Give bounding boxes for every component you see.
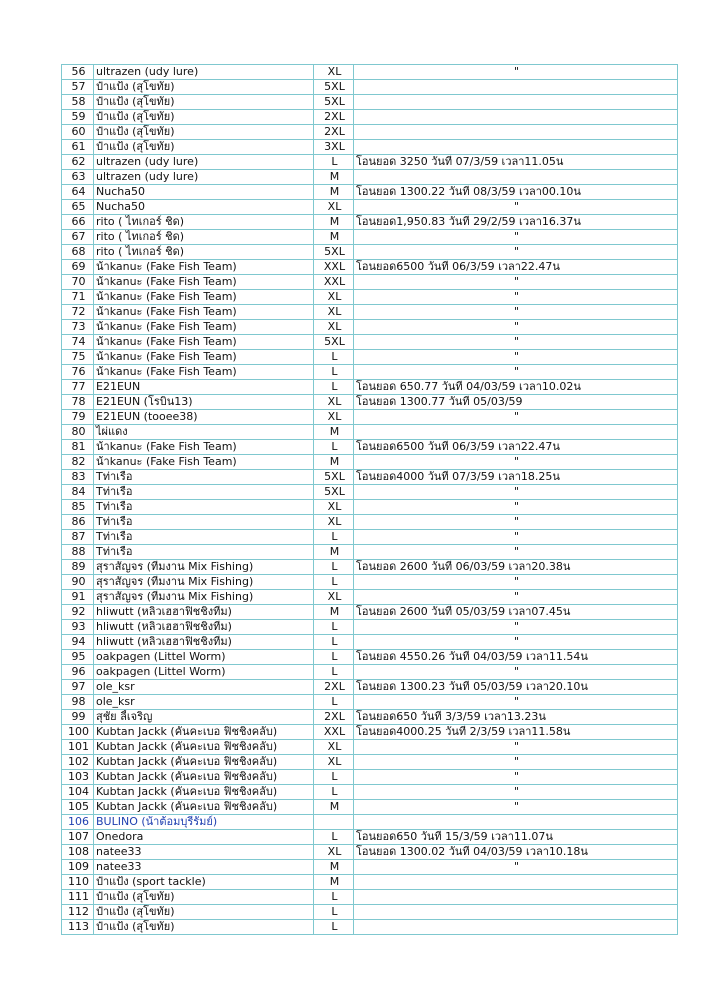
row-number-cell: 98 [62, 695, 94, 710]
shirt-size-cell: L [314, 560, 354, 575]
table-row [62, 440, 678, 455]
row-number-cell: 59 [62, 110, 94, 125]
shirt-size-cell: M [314, 860, 354, 875]
shirt-size-cell: M [314, 170, 354, 185]
customer-name-cell: ultrazen (udy lure) [94, 65, 314, 80]
row-number-cell: 101 [62, 740, 94, 755]
payment-note-cell: โอนยอด650 วันที่ 15/3/59 เวลา11.07น [354, 830, 678, 845]
row-number-cell: 73 [62, 320, 94, 335]
payment-note-cell: " [354, 320, 678, 335]
customer-name-cell: ป๋าแป้ง (สุโขทัย) [94, 140, 314, 155]
customer-name-cell: ป๋าแป้ง (สุโขทัย) [94, 905, 314, 920]
shirt-size-cell: L [314, 530, 354, 545]
customer-name-cell: ole_ksr [94, 695, 314, 710]
shirt-size-cell: M [314, 425, 354, 440]
table-row [62, 800, 678, 815]
customer-name-cell: น้าkanuะ (Fake Fish Team) [94, 260, 314, 275]
payment-note-cell: โอนยอด 3250 วันที่ 07/3/59 เวลา11.05น [354, 155, 678, 170]
payment-note-cell [354, 170, 678, 185]
row-number-cell: 66 [62, 215, 94, 230]
table-row [62, 665, 678, 680]
row-number-cell: 99 [62, 710, 94, 725]
table-row [62, 785, 678, 800]
table-row [62, 65, 678, 80]
table-row [62, 725, 678, 740]
payment-note-cell: " [354, 200, 678, 215]
payment-note-cell: โอนยอด 4550.26 วันที่ 04/03/59 เวลา11.54น [354, 650, 678, 665]
shirt-size-cell: L [314, 920, 354, 935]
shirt-size-cell: M [314, 800, 354, 815]
row-number-cell: 69 [62, 260, 94, 275]
row-number-cell: 102 [62, 755, 94, 770]
payment-note-cell: " [354, 590, 678, 605]
payment-note-cell [354, 890, 678, 905]
payment-note-cell: " [354, 635, 678, 650]
payment-note-cell: " [354, 230, 678, 245]
shirt-size-cell: M [314, 215, 354, 230]
shirt-size-cell: 5XL [314, 245, 354, 260]
shirt-size-cell: 2XL [314, 710, 354, 725]
row-number-cell: 91 [62, 590, 94, 605]
shirt-size-cell: 3XL [314, 140, 354, 155]
row-number-cell: 57 [62, 80, 94, 95]
shirt-size-cell: M [314, 230, 354, 245]
customer-name-cell: Nucha50 [94, 185, 314, 200]
customer-name-cell: น้าkanuะ (Fake Fish Team) [94, 365, 314, 380]
shirt-size-cell: 5XL [314, 485, 354, 500]
payment-note-cell [354, 875, 678, 890]
table-row [62, 350, 678, 365]
shirt-size-cell: L [314, 440, 354, 455]
table-row [62, 740, 678, 755]
row-number-cell: 107 [62, 830, 94, 845]
row-number-cell: 67 [62, 230, 94, 245]
shirt-size-cell: L [314, 380, 354, 395]
table-row [62, 530, 678, 545]
row-number-cell: 87 [62, 530, 94, 545]
table-row [62, 305, 678, 320]
shirt-size-cell: XL [314, 515, 354, 530]
row-number-cell: 78 [62, 395, 94, 410]
shirt-size-cell: L [314, 785, 354, 800]
table-row [62, 140, 678, 155]
row-number-cell: 80 [62, 425, 94, 440]
row-number-cell: 112 [62, 905, 94, 920]
table-row [62, 170, 678, 185]
table-row [62, 920, 678, 935]
table-row [62, 890, 678, 905]
row-number-cell: 62 [62, 155, 94, 170]
payment-note-cell: " [354, 620, 678, 635]
row-number-cell: 84 [62, 485, 94, 500]
row-number-cell: 88 [62, 545, 94, 560]
row-number-cell: 93 [62, 620, 94, 635]
shirt-size-cell: XL [314, 200, 354, 215]
row-number-cell: 77 [62, 380, 94, 395]
table-row [62, 635, 678, 650]
table-row [62, 620, 678, 635]
shirt-size-cell [314, 815, 354, 830]
customer-name-cell: ป๋าแป้ง (สุโขทัย) [94, 125, 314, 140]
row-number-cell: 75 [62, 350, 94, 365]
table-row [62, 695, 678, 710]
customer-name-cell: Nucha50 [94, 200, 314, 215]
payment-note-cell [354, 815, 678, 830]
row-number-cell: 95 [62, 650, 94, 665]
shirt-size-cell: L [314, 695, 354, 710]
table-row [62, 590, 678, 605]
customer-name-cell: ป๋าแป้ง (สุโขทัย) [94, 80, 314, 95]
table-row [62, 905, 678, 920]
table-row [62, 755, 678, 770]
customer-name-cell: hliwutt (หลิวเฮฮาฟิชชิ่งทีม) [94, 635, 314, 650]
payment-note-cell [354, 80, 678, 95]
payment-note-cell: " [354, 665, 678, 680]
row-number-cell: 81 [62, 440, 94, 455]
customer-name-cell: Kubtan Jackk (คันคะเบอ ฟิชชิ่งคลับ) [94, 800, 314, 815]
shirt-size-cell: L [314, 575, 354, 590]
row-number-cell: 68 [62, 245, 94, 260]
customer-name-cell: สุราสัญจร (ทีมงาน Mix Fishing) [94, 575, 314, 590]
shirt-size-cell: 5XL [314, 95, 354, 110]
row-number-cell: 113 [62, 920, 94, 935]
table-row [62, 515, 678, 530]
table-row [62, 155, 678, 170]
customer-name-cell: oakpagen (Littel Worm) [94, 665, 314, 680]
row-number-cell: 100 [62, 725, 94, 740]
table-row [62, 425, 678, 440]
customer-name-cell: Kubtan Jackk (คันคะเบอ ฟิชชิ่งคลับ) [94, 740, 314, 755]
payment-note-cell: " [354, 575, 678, 590]
row-number-cell: 104 [62, 785, 94, 800]
row-number-cell: 63 [62, 170, 94, 185]
customer-name-cell: Tท่าเรือ [94, 470, 314, 485]
customer-name-cell: BULINO (น้าต้อมบุรีรัมย์) [94, 815, 314, 830]
shirt-size-cell: XL [314, 395, 354, 410]
payment-note-cell: " [354, 410, 678, 425]
payment-note-cell: โอนยอด6500 วันที่ 06/3/59 เวลา22.47น [354, 260, 678, 275]
payment-note-cell: " [354, 245, 678, 260]
shirt-size-cell: M [314, 605, 354, 620]
row-number-cell: 74 [62, 335, 94, 350]
table-row [62, 470, 678, 485]
row-number-cell: 109 [62, 860, 94, 875]
payment-note-cell: " [354, 500, 678, 515]
table-row [62, 335, 678, 350]
shirt-size-cell: XL [314, 755, 354, 770]
shirt-size-cell: M [314, 455, 354, 470]
shirt-size-cell: 5XL [314, 335, 354, 350]
payment-note-cell: โอนยอด 1300.23 วันที่ 05/03/59 เวลา20.10น [354, 680, 678, 695]
shirt-size-cell: XL [314, 65, 354, 80]
payment-note-cell: " [354, 800, 678, 815]
payment-note-cell: " [354, 290, 678, 305]
customer-name-cell: E21EUN [94, 380, 314, 395]
shirt-size-cell: 5XL [314, 80, 354, 95]
shirt-size-cell: L [314, 350, 354, 365]
customer-name-cell: น้าkanuะ (Fake Fish Team) [94, 290, 314, 305]
table-row [62, 650, 678, 665]
table-row [62, 545, 678, 560]
table-row [62, 560, 678, 575]
shirt-size-cell: XL [314, 845, 354, 860]
customer-name-cell: hliwutt (หลิวเฮฮาฟิชชิ่งทีม) [94, 605, 314, 620]
shirt-size-cell: L [314, 890, 354, 905]
shirt-size-cell: M [314, 185, 354, 200]
payment-note-cell: " [354, 545, 678, 560]
customer-name-cell: oakpagen (Littel Worm) [94, 650, 314, 665]
table-row [62, 410, 678, 425]
payment-note-cell: โอนยอด1,950.83 วันที่ 29/2/59 เวลา16.37น [354, 215, 678, 230]
customer-name-cell: ป๋าแป้ง (สุโขทัย) [94, 920, 314, 935]
table-row [62, 200, 678, 215]
row-number-cell: 92 [62, 605, 94, 620]
table-row [62, 455, 678, 470]
shirt-size-cell: XL [314, 590, 354, 605]
payment-note-cell: " [354, 785, 678, 800]
row-number-cell: 56 [62, 65, 94, 80]
shirt-size-cell: M [314, 875, 354, 890]
table-row [62, 80, 678, 95]
shirt-size-cell: XL [314, 410, 354, 425]
shirt-size-cell: 2XL [314, 125, 354, 140]
shirt-size-cell: 2XL [314, 110, 354, 125]
payment-note-cell [354, 95, 678, 110]
payment-note-cell: โอนยอด650 วันที่ 3/3/59 เวลา13.23น [354, 710, 678, 725]
customer-name-cell: rito ( ไทเกอร์ ชิด) [94, 245, 314, 260]
customer-name-cell: สุราสัญจร (ทีมงาน Mix Fishing) [94, 560, 314, 575]
table-row [62, 185, 678, 200]
shirt-size-cell: XL [314, 320, 354, 335]
row-number-cell: 96 [62, 665, 94, 680]
customer-name-cell: ultrazen (udy lure) [94, 155, 314, 170]
row-number-cell: 72 [62, 305, 94, 320]
customer-name-cell: Kubtan Jackk (คันคะเบอ ฟิชชิ่งคลับ) [94, 770, 314, 785]
customer-name-cell: ป๋าแป้ง (สุโขทัย) [94, 110, 314, 125]
table-row [62, 215, 678, 230]
shirt-size-cell: L [314, 905, 354, 920]
table-row [62, 770, 678, 785]
payment-note-cell: " [354, 305, 678, 320]
row-number-cell: 60 [62, 125, 94, 140]
table-row [62, 95, 678, 110]
row-number-cell: 97 [62, 680, 94, 695]
shirt-size-cell: XL [314, 500, 354, 515]
table-row [62, 830, 678, 845]
shirt-size-cell: XXL [314, 260, 354, 275]
row-number-cell: 103 [62, 770, 94, 785]
table-row [62, 245, 678, 260]
customer-name-cell: rito ( ไทเกอร์ ชิด) [94, 230, 314, 245]
customer-name-cell: hliwutt (หลิวเฮฮาฟิชชิ่งทีม) [94, 620, 314, 635]
row-number-cell: 105 [62, 800, 94, 815]
customer-name-cell: ole_ksr [94, 680, 314, 695]
customer-name-cell: Tท่าเรือ [94, 515, 314, 530]
customer-name-cell: ป๋าแป้ง (สุโขทัย) [94, 890, 314, 905]
payment-note-cell [354, 125, 678, 140]
row-number-cell: 83 [62, 470, 94, 485]
customer-name-cell: ไผ่แดง [94, 425, 314, 440]
payment-note-cell: โอนยอด4000.25 วันที่ 2/3/59 เวลา11.58น [354, 725, 678, 740]
table-row [62, 365, 678, 380]
customer-name-cell: สุชัย ลี้เจริญ [94, 710, 314, 725]
table-row [62, 710, 678, 725]
payment-note-cell [354, 110, 678, 125]
row-number-cell: 61 [62, 140, 94, 155]
payment-note-cell: โอนยอด 1300.02 วันที่ 04/03/59 เวลา10.18น [354, 845, 678, 860]
customer-name-cell: ป๋าแป้ง (สุโขทัย) [94, 95, 314, 110]
table-row [62, 395, 678, 410]
row-number-cell: 85 [62, 500, 94, 515]
row-number-cell: 90 [62, 575, 94, 590]
customer-name-cell: natee33 [94, 860, 314, 875]
customer-name-cell: น้าkanuะ (Fake Fish Team) [94, 350, 314, 365]
table-row [62, 290, 678, 305]
customer-name-cell: rito ( ไทเกอร์ ชิด) [94, 215, 314, 230]
payment-note-cell [354, 905, 678, 920]
payment-note-cell: " [354, 695, 678, 710]
shirt-size-cell: XL [314, 305, 354, 320]
row-number-cell: 79 [62, 410, 94, 425]
customer-name-cell: E21EUN (tooee38) [94, 410, 314, 425]
customer-name-cell: น้าkanuะ (Fake Fish Team) [94, 455, 314, 470]
customer-name-cell: Kubtan Jackk (คันคะเบอ ฟิชชิ่งคลับ) [94, 785, 314, 800]
payment-note-cell: " [354, 365, 678, 380]
table-row [62, 110, 678, 125]
row-number-cell: 86 [62, 515, 94, 530]
table-row [62, 500, 678, 515]
payment-note-cell: " [354, 335, 678, 350]
customer-name-cell: น้าkanuะ (Fake Fish Team) [94, 305, 314, 320]
table-row [62, 875, 678, 890]
table-row [62, 485, 678, 500]
customer-name-cell: สุราสัญจร (ทีมงาน Mix Fishing) [94, 590, 314, 605]
row-number-cell: 70 [62, 275, 94, 290]
customer-name-cell: natee33 [94, 845, 314, 860]
table-row [62, 575, 678, 590]
row-number-cell: 89 [62, 560, 94, 575]
shirt-size-cell: XXL [314, 275, 354, 290]
payment-note-cell: โอนยอด6500 วันที่ 06/3/59 เวลา22.47น [354, 440, 678, 455]
row-number-cell: 65 [62, 200, 94, 215]
row-number-cell: 71 [62, 290, 94, 305]
payment-note-cell: โอนยอด 1300.22 วันที่ 08/3/59 เวลา00.10น [354, 185, 678, 200]
order-table-body [62, 65, 678, 935]
customer-name-cell: Tท่าเรือ [94, 500, 314, 515]
payment-note-cell: " [354, 530, 678, 545]
payment-note-cell: " [354, 275, 678, 290]
payment-note-cell: โอนยอด 650.77 วันที่ 04/03/59 เวลา10.02น [354, 380, 678, 395]
shirt-size-cell: L [314, 665, 354, 680]
payment-note-cell: " [354, 515, 678, 530]
payment-note-cell [354, 425, 678, 440]
customer-name-cell: น้าkanuะ (Fake Fish Team) [94, 275, 314, 290]
payment-note-cell: โอนยอด4000 วันที่ 07/3/59 เวลา18.25น [354, 470, 678, 485]
order-table [61, 64, 678, 935]
shirt-size-cell: 2XL [314, 680, 354, 695]
payment-note-cell: " [354, 740, 678, 755]
customer-name-cell: ultrazen (udy lure) [94, 170, 314, 185]
payment-note-cell: " [354, 485, 678, 500]
payment-note-cell: " [354, 350, 678, 365]
table-row [62, 320, 678, 335]
payment-note-cell: " [354, 770, 678, 785]
row-number-cell: 108 [62, 845, 94, 860]
table-row [62, 605, 678, 620]
shirt-size-cell: XXL [314, 725, 354, 740]
row-number-cell: 111 [62, 890, 94, 905]
shirt-size-cell: L [314, 620, 354, 635]
payment-note-cell: โอนยอด 2600 วันที่ 06/03/59 เวลา20.38น [354, 560, 678, 575]
customer-name-cell: Kubtan Jackk (คันคะเบอ ฟิชชิ่งคลับ) [94, 725, 314, 740]
table-row [62, 815, 678, 830]
customer-name-cell: Tท่าเรือ [94, 485, 314, 500]
customer-name-cell: Kubtan Jackk (คันคะเบอ ฟิชชิ่งคลับ) [94, 755, 314, 770]
shirt-size-cell: L [314, 635, 354, 650]
row-number-cell: 82 [62, 455, 94, 470]
shirt-size-cell: L [314, 155, 354, 170]
shirt-size-cell: L [314, 365, 354, 380]
row-number-cell: 110 [62, 875, 94, 890]
payment-note-cell [354, 920, 678, 935]
shirt-size-cell: XL [314, 290, 354, 305]
customer-name-cell: ป๋าแป้ง (sport tackle) [94, 875, 314, 890]
customer-name-cell: น้าkanuะ (Fake Fish Team) [94, 320, 314, 335]
payment-note-cell: " [354, 455, 678, 470]
customer-name-cell: น้าkanuะ (Fake Fish Team) [94, 335, 314, 350]
shirt-size-cell: XL [314, 740, 354, 755]
payment-note-cell [354, 140, 678, 155]
row-number-cell: 64 [62, 185, 94, 200]
table-row [62, 380, 678, 395]
payment-note-cell: " [354, 755, 678, 770]
customer-name-cell: Onedora [94, 830, 314, 845]
shirt-size-cell: L [314, 770, 354, 785]
table-row [62, 260, 678, 275]
table-row [62, 125, 678, 140]
shirt-size-cell: L [314, 830, 354, 845]
payment-note-cell: " [354, 860, 678, 875]
row-number-cell: 76 [62, 365, 94, 380]
payment-note-cell: " [354, 65, 678, 80]
payment-note-cell: โอนยอด 2600 วันที่ 05/03/59 เวลา07.45น [354, 605, 678, 620]
table-row [62, 275, 678, 290]
customer-name-cell: E21EUN (โรบิน13) [94, 395, 314, 410]
table-row [62, 845, 678, 860]
customer-name-cell: น้าkanuะ (Fake Fish Team) [94, 440, 314, 455]
shirt-size-cell: M [314, 545, 354, 560]
row-number-cell: 94 [62, 635, 94, 650]
row-number-cell: 106 [62, 815, 94, 830]
customer-name-cell: Tท่าเรือ [94, 530, 314, 545]
customer-name-cell: Tท่าเรือ [94, 545, 314, 560]
payment-note-cell: โอนยอด 1300.77 วันที่ 05/03/59 [354, 395, 678, 410]
shirt-size-cell: L [314, 650, 354, 665]
table-row [62, 680, 678, 695]
row-number-cell: 58 [62, 95, 94, 110]
shirt-size-cell: 5XL [314, 470, 354, 485]
table-row [62, 230, 678, 245]
table-row [62, 860, 678, 875]
